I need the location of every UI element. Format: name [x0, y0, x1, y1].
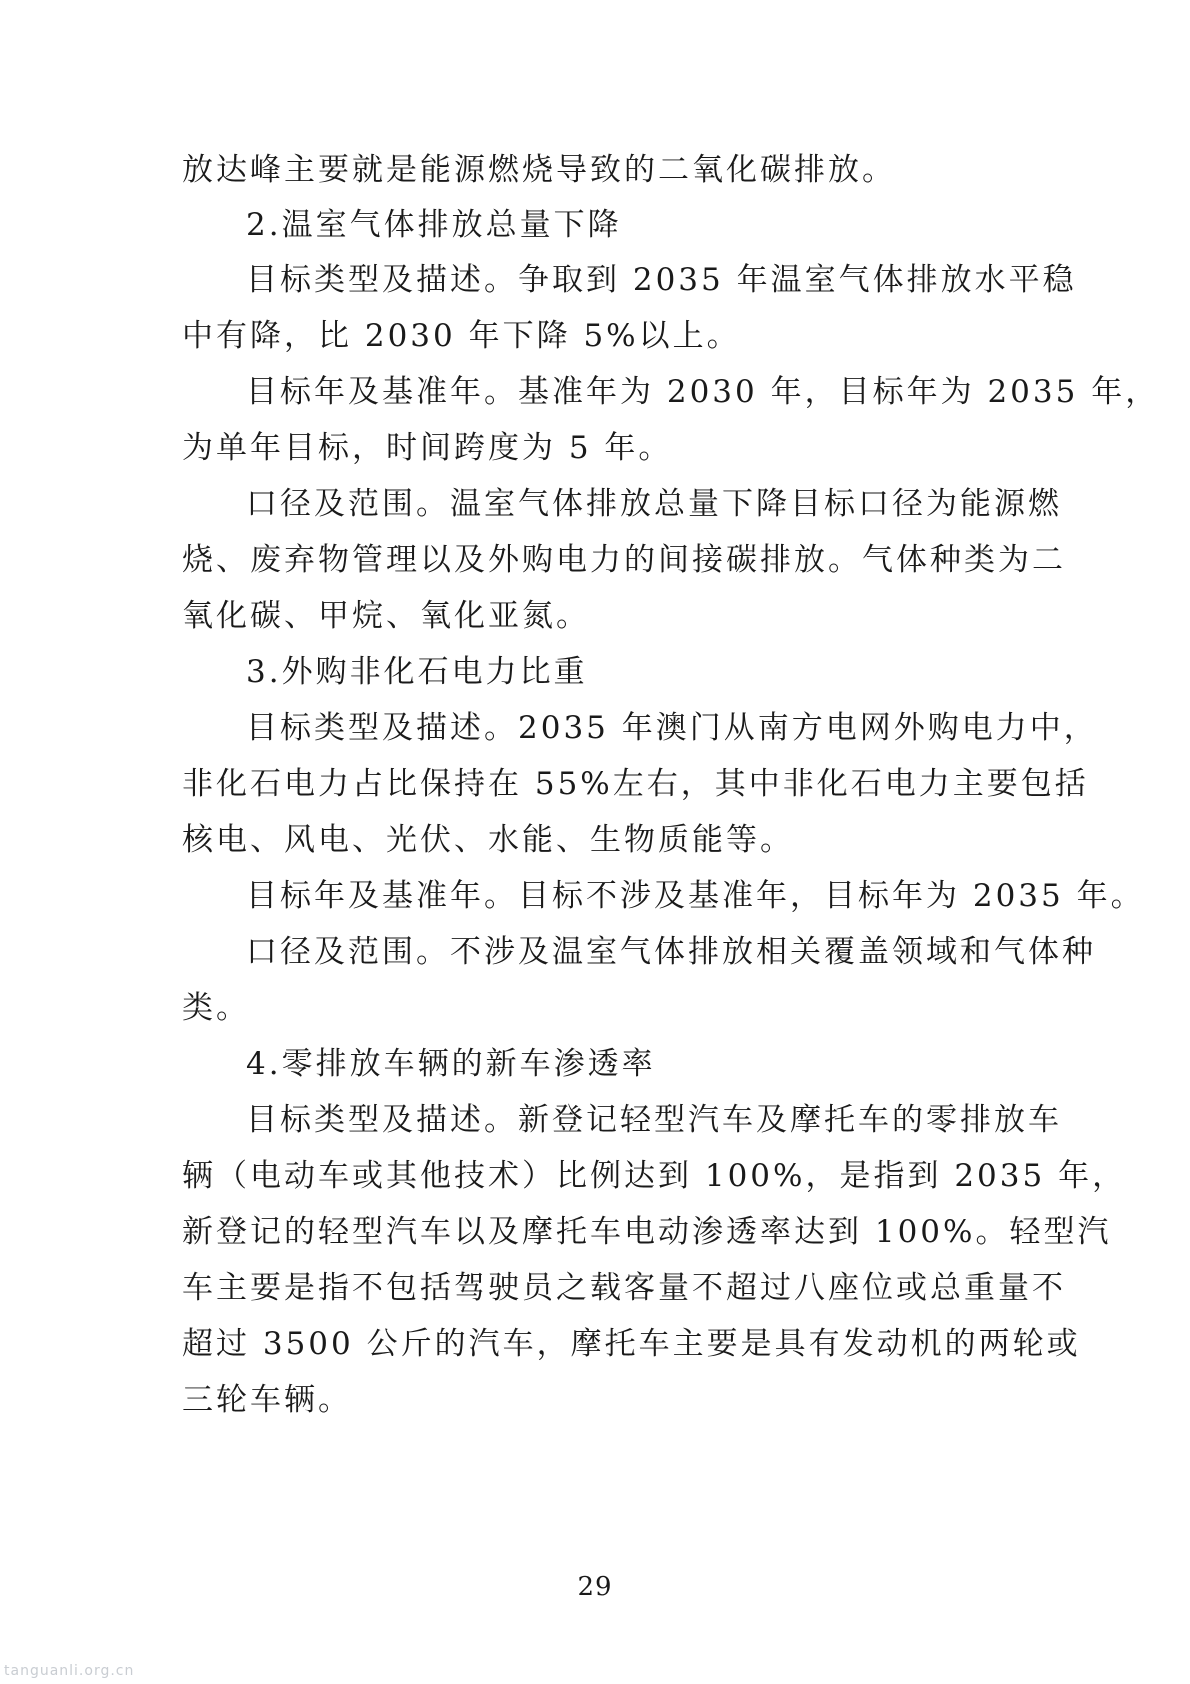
paragraph-line: 目标类型及描述。新登记轻型汽车及摩托车的零排放车 [246, 1102, 1062, 1138]
paragraph-line: 新登记的轻型汽车以及摩托车电动渗透率达到 100%。轻型汽 [182, 1214, 1112, 1250]
paragraph-line: 三轮车辆。 [182, 1382, 352, 1418]
paragraph-line: 目标类型及描述。争取到 2035 年温室气体排放水平稳 [246, 262, 1077, 298]
paragraph-line: 口径及范围。温室气体排放总量下降目标口径为能源燃 [246, 486, 1062, 522]
paragraph-line: 氧化碳、甲烷、氧化亚氮。 [182, 598, 590, 634]
paragraph-line: 非化石电力占比保持在 55%左右，其中非化石电力主要包括 [182, 766, 1089, 802]
paragraph-line: 核电、风电、光伏、水能、生物质能等。 [182, 822, 794, 858]
paragraph-line: 目标年及基准年。目标不涉及基准年，目标年为 2035 年。 [246, 878, 1145, 914]
section-heading-2: 2.温室气体排放总量下降 [246, 207, 622, 243]
page-number: 29 [577, 1572, 613, 1602]
paragraph-line: 中有降，比 2030 年下降 5%以上。 [182, 318, 741, 354]
site-watermark: tanguanli.org.cn [4, 1663, 135, 1679]
paragraph-line: 超过 3500 公斤的汽车，摩托车主要是具有发动机的两轮或 [182, 1326, 1081, 1362]
paragraph-line: 口径及范围。不涉及温室气体排放相关覆盖领域和气体种 [246, 934, 1096, 970]
paragraph-line: 车主要是指不包括驾驶员之载客量不超过八座位或总重量不 [182, 1270, 1066, 1306]
paragraph-line: 类。 [182, 990, 250, 1026]
paragraph-line: 目标类型及描述。2035 年澳门从南方电网外购电力中， [246, 710, 1098, 746]
section-heading-4: 4.零排放车辆的新车渗透率 [246, 1046, 656, 1082]
paragraph-line-continuation: 放达峰主要就是能源燃烧导致的二氧化碳排放。 [182, 152, 896, 188]
paragraph-line: 目标年及基准年。基准年为 2030 年，目标年为 2035 年， [246, 374, 1160, 410]
paragraph-line: 为单年目标，时间跨度为 5 年。 [182, 430, 673, 466]
paragraph-line: 烧、废弃物管理以及外购电力的间接碳排放。气体种类为二 [182, 542, 1066, 578]
section-heading-3: 3.外购非化石电力比重 [246, 654, 588, 690]
paragraph-line: 辆（电动车或其他技术）比例达到 100%，是指到 2035 年， [182, 1158, 1127, 1194]
